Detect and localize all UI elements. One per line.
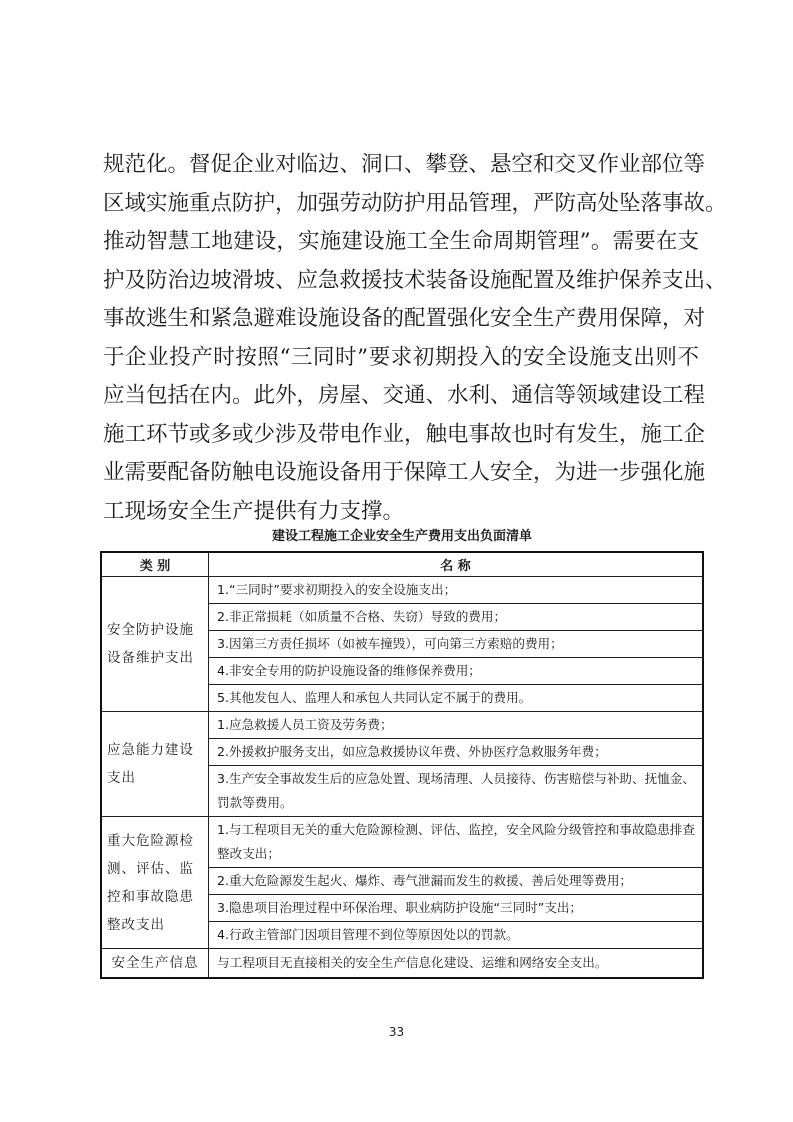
item-cell: 3.因第三方责任损坏（如被车撞毁），可向第三方索赔的费用； [209, 631, 704, 658]
category-cell: 应急能力建设支出 [101, 712, 209, 817]
table-title: 建设工程施工企业安全生产费用支出负面清单 [271, 529, 532, 544]
table-row [101, 817, 703, 868]
item-cell: 4.行政主管部门因项目管理不到位等原因处以的罚款。 [209, 922, 704, 949]
table-row [101, 949, 703, 979]
paragraph-line: 事故逃生和紧急避难设施设备的配置强化安全生产费用保障，对 [103, 306, 706, 331]
item-cell: 3.生产安全事故发生后的应急处置、现场清理、人员接待、伤害赔偿与补助、抚恤金、罚款等费用。 [209, 766, 704, 817]
item-cell: 与工程项目无直接相关的安全生产信息化建设、运维和网络安全支出。 [209, 949, 704, 979]
category-cell: 重大危险源检测、评估、监控和事故隐患整改支出 [101, 817, 209, 949]
paragraph-line: 施工环节或多或少涉及带电作业，触电事故也时有发生，施工企 [103, 421, 706, 447]
item-cell: 2.外援救护服务支出，如应急救援协议年费、外协医疗急救服务年费； [209, 739, 704, 766]
paragraph-line: 护及防治边坡滑坡、应急救援技术装备设施配置及维护保养支出、 [103, 267, 727, 293]
item-cell: 4.非安全专用的防护设施设备的维修保养费用； [209, 658, 704, 685]
paragraph-line: 规范化。督促企业对临边、洞口、攀登、悬空和交叉作业部位等 [103, 152, 706, 177]
table-row [101, 712, 703, 739]
body-paragraph [103, 146, 727, 531]
paragraph-line: 业需要配备防触电设施设备用于保障工人安全，为进一步强化施 [103, 460, 706, 485]
category-cell: 安全生产信息 [101, 949, 209, 979]
item-cell: 1.“三同时”要求初期投入的安全设施支出； [209, 577, 704, 604]
item-cell: 2.非正常损耗（如质量不合格、失窃）导致的费用； [209, 604, 704, 631]
category-cell: 安全防护设施设备维护支出 [101, 577, 209, 712]
paragraph-line: 应当包括在内。此外，房屋、交通、水利、通信等领域建设工程 [103, 383, 706, 408]
paragraph-line: 于企业投产时按照“三同时”要求初期投入的安全设施支出则不 [103, 344, 699, 370]
item-cell: 1.与工程项目无关的重大危险源检测、评估、监控，安全风险分级管控和事故隐患排查整改支出； [209, 817, 704, 868]
paragraph-line: 区域实施重点防护，加强劳动防护用品管理，严防高处坠落事故。 [103, 190, 727, 216]
item-cell: 2.重大危险源发生起火、爆炸、毒气泄漏而发生的救援、善后处理等费用； [209, 868, 704, 895]
paragraph-line: 推动智慧工地建设，实施建设施工全生命周期管理”。需要在支 [103, 229, 699, 254]
table-header-row [101, 552, 703, 577]
negative-list-table [100, 551, 704, 979]
page-number: 33 [388, 1025, 405, 1039]
header-category: 类 别 [101, 552, 209, 577]
table-row [101, 577, 703, 604]
item-cell: 1.应急救援人员工资及劳务费； [209, 712, 704, 739]
header-name: 名 称 [209, 552, 704, 577]
item-cell: 3.隐患项目治理过程中环保治理、职业病防护设施“三同时”支出； [209, 895, 704, 922]
paragraph-line: 工现场安全生产提供有力支撑。 [103, 498, 405, 524]
item-cell: 5.其他发包人、监理人和承包人共同认定不属于的费用。 [209, 685, 704, 712]
